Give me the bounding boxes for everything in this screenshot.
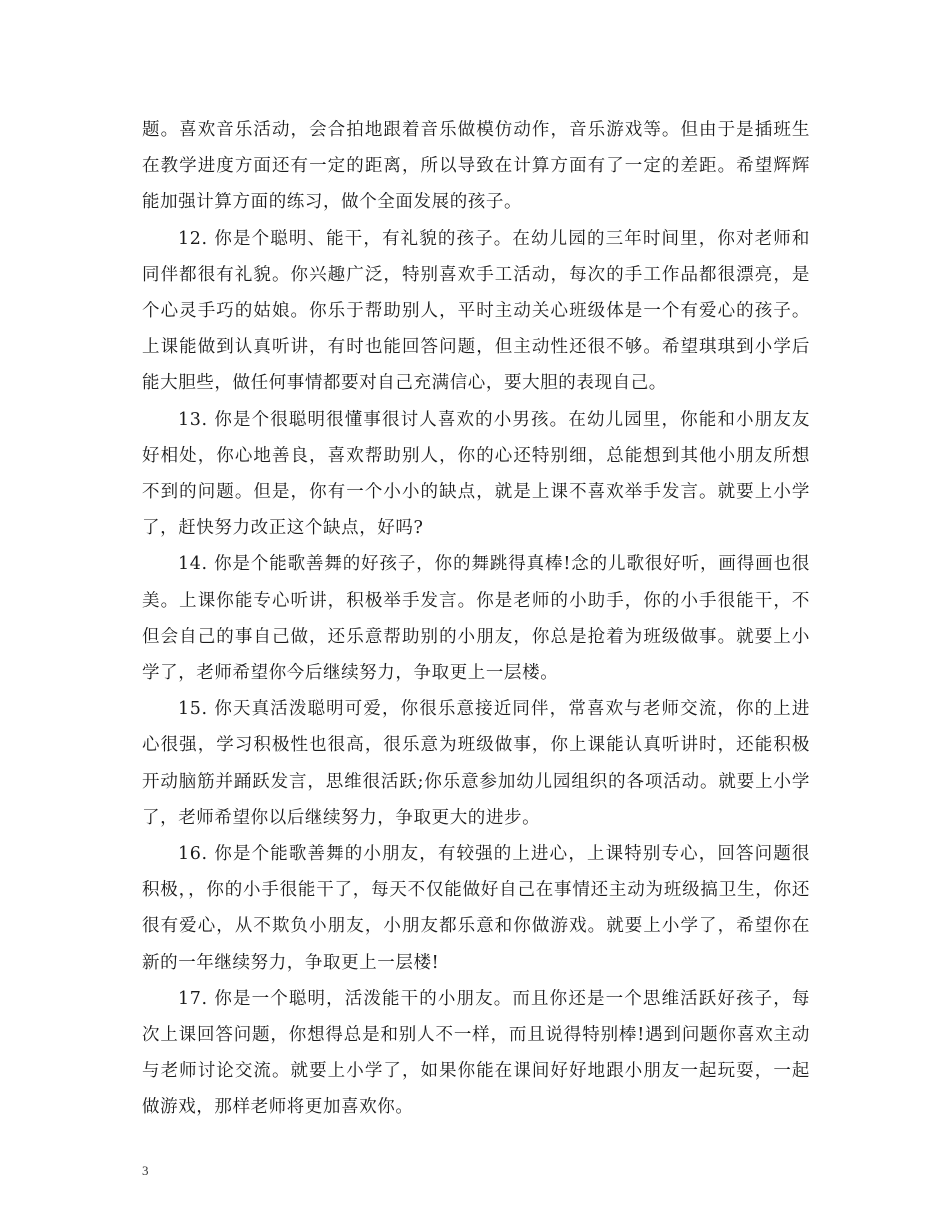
paragraph-item-17: 17. 你是一个聪明，活泼能干的小朋友。而且你还是一个思维活跃好孩子，每次上课回答问题，你想得总是和别人不一样，而且说得特别棒!遇到问题你喜欢主动与老师讨论交流。就要上小学了，如果你能在课间好好地跟小朋友一起玩耍，一起做游戏，那样老师将更加喜欢你。 — [142, 988, 810, 1118]
paragraph-item-15: 15. 你天真活泼聪明可爱，你很乐意接近同伴，常喜欢与老师交流，你的上进心很强，学习积极性也很高，很乐意为班级做事，你上课能认真听讲时，还能积极开动脑筋并踊跃发言，思维很活跃;你乐意参加幼儿园组织的各项活动。就要上小学了，老师希望你以后继续努力，争取更大的进步。 — [142, 699, 810, 828]
paragraph-item-16: 16. 你是个能歌善舞的小朋友，有较强的上进心，上课特别专心，回答问题很积极，，你的小手很能干了，每天不仅能做好自己在事情还主动为班级搞卫生，你还很有爱心，从不欺负小朋友，小朋友都乐意和你做游戏。就要上小学了，希望你在新的一年继续努力，争取更上一层楼! — [142, 844, 810, 973]
paragraph-item-14: 14. 你是个能歌善舞的好孩子，你的舞跳得真棒!念的儿歌很好听，画得画也很美。上课你能专心听讲，积极举手发言。你是老师的小助手，你的小手很能干，不但会自己的事自己做，还乐意帮助别的小朋友，你总是抢着为班级做事。就要上小学了，老师希望你今后继续努力，争取更上一层楼。 — [142, 554, 810, 684]
paragraph-item-12: 12. 你是个聪明、能干，有礼貌的孩子。在幼儿园的三年时间里，你对老师和同伴都很有礼貌。你兴趣广泛，特别喜欢手工活动，每次的手工作品都很漂亮，是个心灵手巧的姑娘。你乐于帮助别人，平时主动关心班级体是一个有爱心的孩子。上课能做到认真听讲，有时也能回答问题，但主动性还很不够。希望琪琪到小学后能大胆些，做任何事情都要对自己充满信心，要大胆的表现自己。 — [142, 228, 810, 394]
paragraph-continuation: 题。喜欢音乐活动，会合拍地跟着音乐做模仿动作，音乐游戏等。但由于是插班生在教学进度方面还有一定的距离，所以导致在计算方面有了一定的差距。希望辉辉能加强计算方面的练习，做个全面发展的孩子。 — [142, 120, 810, 213]
page-number: 3 — [142, 1163, 149, 1178]
paragraph-item-13: 13. 你是个很聪明很懂事很讨人喜欢的小男孩。在幼儿园里，你能和小朋友友好相处，你心地善良，喜欢帮助别人，你的心还特别细，总能想到其他小朋友所想不到的问题。但是，你有一个小小的缺点，就是上课不喜欢举手发言。就要上小学了，赶快努力改正这个缺点，好吗? — [142, 409, 810, 539]
document-body — [142, 112, 810, 1126]
